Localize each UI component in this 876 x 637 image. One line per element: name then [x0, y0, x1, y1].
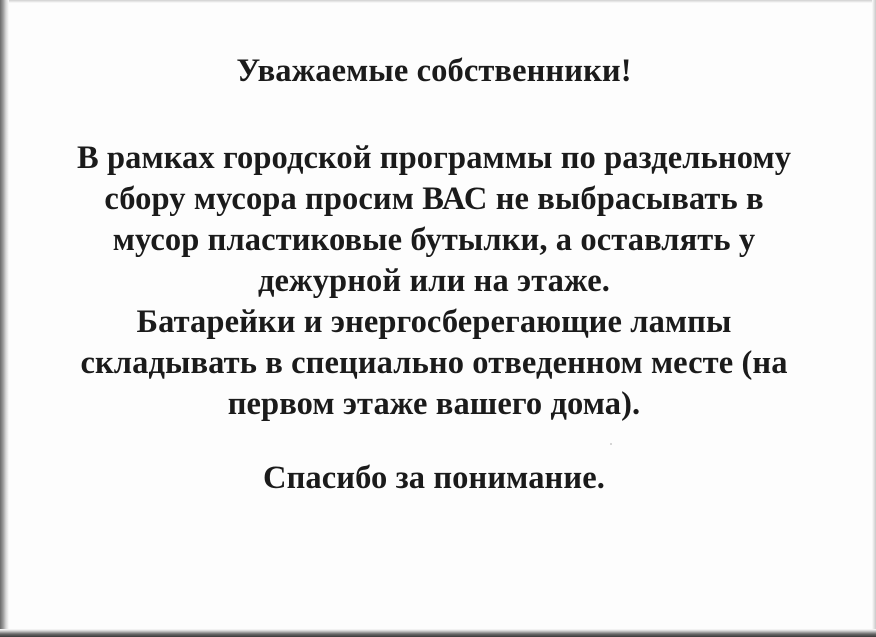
- scan-edge-right: [872, 0, 876, 637]
- notice-body-line: мусор пластиковые бутылки, а оставлять у: [112, 222, 756, 258]
- notice-body-line: складывать в специально отведенном месте (на: [80, 345, 788, 381]
- notice-body-line: дежурной или на этаже.: [257, 263, 611, 299]
- scan-edge-bottom: [0, 629, 876, 637]
- notice-body-line: Батарейки и энергосберегающие лампы: [136, 304, 732, 340]
- notice-greeting: Уважаемые собственники!: [236, 53, 632, 89]
- notice-body-line: первом этаже вашего дома).: [227, 386, 641, 422]
- notice-body: [0, 138, 872, 425]
- notice-body-line: сбору мусора просим ВАС не выбрасывать в: [104, 181, 764, 217]
- notice-body-line: В рамках городской программы по раздельному: [76, 140, 792, 176]
- notice-closing: Спасибо за понимание.: [263, 460, 605, 496]
- scan-edge-top: [0, 0, 876, 3]
- scan-speck: [610, 443, 612, 445]
